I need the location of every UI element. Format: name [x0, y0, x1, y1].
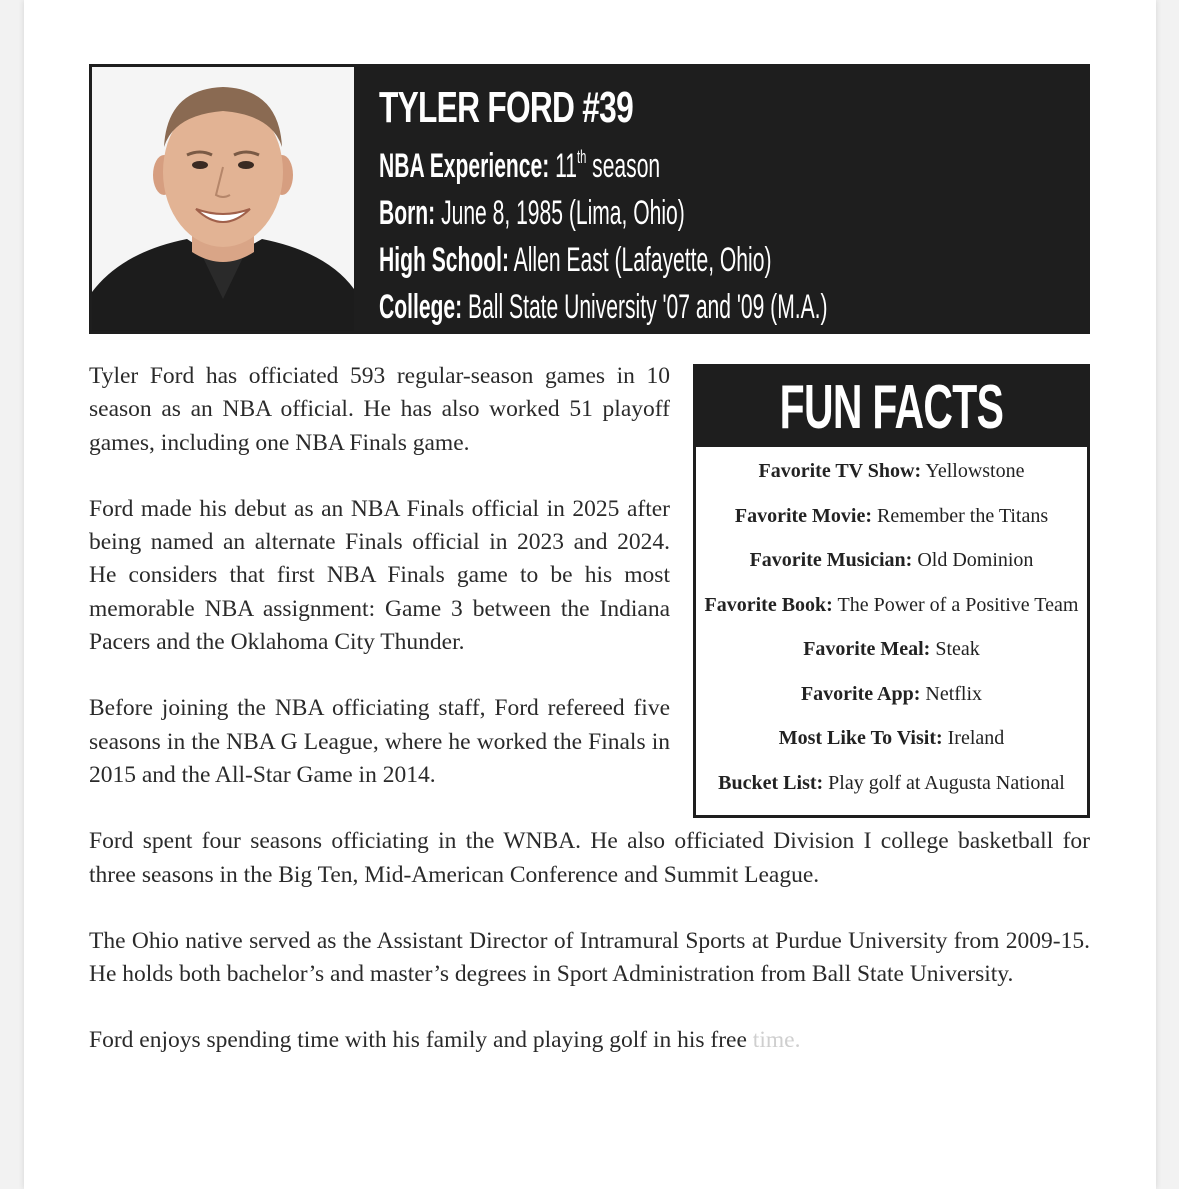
fact-book: [696, 583, 1087, 628]
fun-facts-box: [693, 364, 1090, 818]
fact-label: Favorite App:: [800, 682, 921, 705]
fact-value: Play golf at Augusta National: [828, 771, 1065, 794]
high-school-line: [379, 237, 814, 284]
bio-details: [379, 82, 1080, 331]
fact-label: Favorite Book:: [704, 593, 833, 616]
fact-visit: [696, 716, 1087, 761]
fact-value: Yellowstone: [925, 460, 1025, 482]
fact-label: Bucket List:: [718, 771, 824, 794]
paragraph-career: Tyler Ford has officiated 593 regular-season games in 10 season as an NBA official. He has also worked 51 playoff games, including one NBA Finals game.: [89, 363, 670, 456]
born-line: [379, 190, 814, 237]
born-label: Born:: [379, 194, 436, 232]
fact-label: Favorite Movie:: [734, 504, 873, 527]
paragraph-finals: Ford made his debut as an NBA Finals official in 2025 after being named an alternate Finals official in 2023 and 2024. He considers that first NBA Finals game to be his most memorable NBA assignment: Game 3 between the Indiana Pacers and the Oklahoma City Thunder.: [89, 495, 670, 656]
fact-value: Ireland: [947, 727, 1005, 749]
paragraph-hobbies-text: Ford enjoys spending time with his family and playing golf in his free: [89, 1027, 747, 1054]
paragraph-g-league: Before joining the NBA officiating staff, Ford refereed five seasons in the NBA G League, where he worked the Finals in 2015 and the All-Star Game in 2014.: [89, 695, 670, 788]
fact-musician: [696, 538, 1087, 583]
fact-bucket-list: [696, 761, 1087, 806]
paragraph-purdue: The Ohio native served as the Assistant Director of Intramural Sports at Purdue University from 2009-15. He holds both bachelor’s and master’s degrees in Sport Administration from Ball State University.: [89, 927, 1090, 988]
fun-facts-header: [696, 367, 1087, 447]
headshot-photo: [92, 67, 354, 331]
high-school-value: Allen East (Lafayette, Ohio): [513, 241, 772, 279]
fact-movie: [696, 494, 1087, 539]
faded-text: time.: [752, 1027, 801, 1054]
fact-meal: [696, 627, 1087, 672]
fact-label: Most Like To Visit:: [778, 727, 943, 749]
headshot-image: [92, 67, 354, 331]
fact-tv-show: [696, 449, 1087, 494]
fact-label: Favorite TV Show:: [758, 460, 922, 482]
fact-label: Favorite Musician:: [749, 549, 913, 571]
fun-facts-title: FUN FACTS: [779, 372, 1004, 442]
fact-app: [696, 672, 1087, 717]
born-value: June 8, 1985 (Lima, Ohio): [441, 194, 685, 232]
fun-facts-list: [696, 447, 1087, 805]
paragraph-hobbies: [89, 1024, 1090, 1057]
paragraph-wnba: Ford spent four seasons officiating in the WNBA. He also officiated Division I college basketball for three seasons in the Big Ten, Mid-American Conference and Summit League.: [89, 828, 1090, 888]
college-label: College:: [379, 288, 463, 326]
bio-header: [89, 64, 1090, 334]
nba-experience-suffix: season: [592, 147, 661, 185]
nba-experience-number: 11: [555, 147, 578, 185]
nba-experience: [379, 134, 814, 190]
college-line: [379, 284, 828, 331]
fact-value: Steak: [935, 638, 980, 660]
high-school-label: High School:: [379, 241, 509, 279]
fact-value: Old Dominion: [917, 549, 1034, 571]
college-value: Ball State University '07 and '09 (M.A.): [468, 288, 828, 326]
nba-experience-label: NBA Experience:: [379, 147, 550, 185]
referee-name: TYLER FORD #39: [379, 83, 633, 132]
fact-value: Remember the Titans: [877, 504, 1049, 527]
fact-label: Favorite Meal:: [803, 638, 931, 660]
fact-value: The Power of a Positive Team: [837, 593, 1079, 616]
nba-experience-ordinal: th: [577, 147, 587, 167]
fact-value: Netflix: [925, 682, 983, 705]
